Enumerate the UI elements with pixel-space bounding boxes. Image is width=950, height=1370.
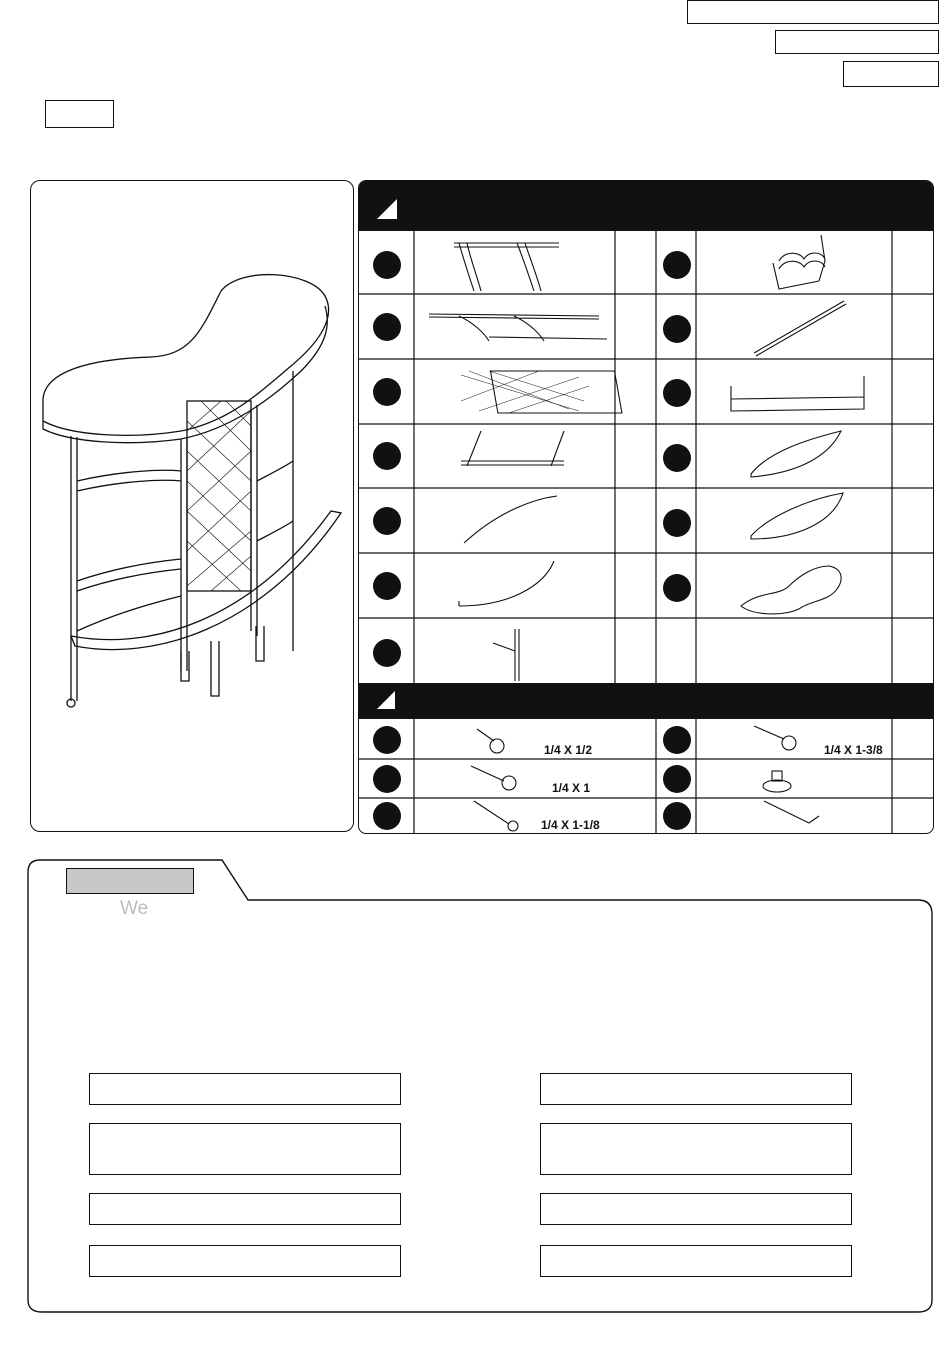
parts-grid bbox=[359, 181, 933, 833]
hardware-size-label: 1/4 X 1-1/8 bbox=[541, 818, 600, 832]
header-box-2 bbox=[775, 30, 939, 54]
info-field bbox=[540, 1193, 852, 1225]
header-box-3 bbox=[843, 61, 939, 87]
hardware-size-label: 1/4 X 1/2 bbox=[544, 743, 593, 757]
info-field bbox=[89, 1123, 401, 1175]
header-box-1 bbox=[687, 0, 939, 24]
tab-label bbox=[66, 868, 194, 894]
info-field bbox=[540, 1073, 852, 1105]
product-illustration-panel bbox=[30, 180, 354, 832]
parts-list-panel bbox=[358, 180, 934, 834]
page-label-box bbox=[45, 100, 114, 128]
info-field bbox=[540, 1245, 852, 1277]
hardware-size-label: 1/4 X 1-3/8 bbox=[824, 743, 883, 757]
info-field bbox=[540, 1123, 852, 1175]
intro-text: We bbox=[120, 898, 149, 919]
info-field bbox=[89, 1245, 401, 1277]
info-field bbox=[89, 1193, 401, 1225]
info-field bbox=[89, 1073, 401, 1105]
hardware-size-label: 1/4 X 1 bbox=[552, 781, 591, 795]
bar-cabinet-illustration bbox=[31, 181, 353, 831]
